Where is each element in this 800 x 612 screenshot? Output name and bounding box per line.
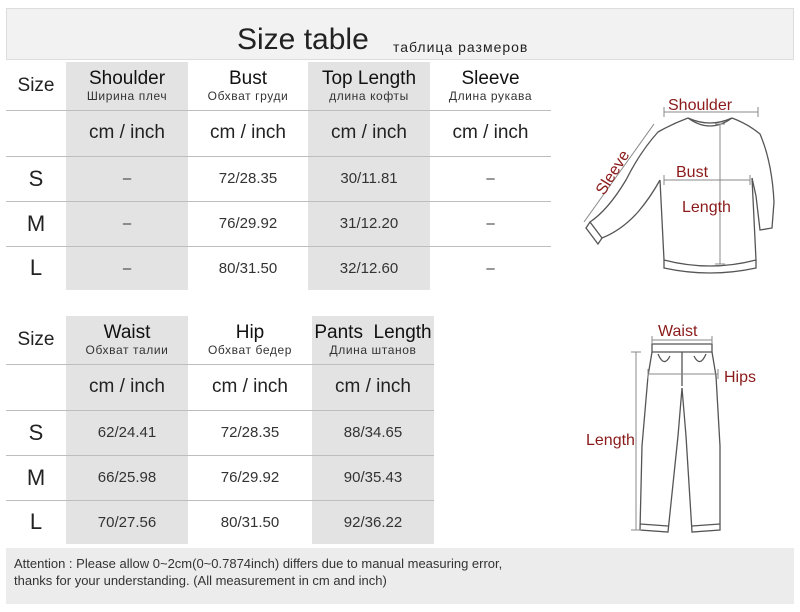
value-cell: 70/27.56 xyxy=(66,500,188,544)
value-cell: – xyxy=(66,246,188,290)
header-label-ru: Ширина плеч xyxy=(86,88,168,103)
value-cell: 32/12.60 xyxy=(308,246,430,290)
pants-diagram xyxy=(560,316,794,544)
table-row xyxy=(6,246,551,290)
pants-illustration xyxy=(560,316,794,544)
sweater-illustration xyxy=(560,62,794,290)
length-label: Length xyxy=(586,432,635,449)
top-garment-diagram xyxy=(560,62,794,290)
bottom-size-table xyxy=(6,316,434,544)
value-cell: 80/31.50 xyxy=(220,513,280,531)
table-row xyxy=(6,500,434,544)
header-label-ru: длина кофты xyxy=(329,88,409,103)
unit-cell: cm / inch xyxy=(66,110,188,156)
bust-label: Bust xyxy=(676,164,709,181)
unit-cell: cm / inch xyxy=(66,364,188,410)
value-cell: 88/34.65 xyxy=(312,410,434,455)
value-cell: – xyxy=(430,201,551,246)
value-cell: 62/24.41 xyxy=(66,410,188,455)
header-label: Top Length xyxy=(321,67,417,89)
header-label-ru: Обхват талии xyxy=(85,342,169,357)
value-cell: 72/28.35 xyxy=(188,410,312,455)
header-label-ru: Обхват бедер xyxy=(208,342,292,357)
header-pants-length xyxy=(312,316,434,364)
header-label-ru: Длина штанов xyxy=(329,342,417,357)
value-cell: – xyxy=(66,156,188,201)
header-hip xyxy=(188,316,312,364)
size-label: S xyxy=(6,410,66,455)
length-label: Length xyxy=(682,199,731,216)
attention-line-2: thanks for your understanding. (All measurement in cm and inch) xyxy=(14,573,387,588)
value-cell: 76/29.92 xyxy=(188,201,308,246)
shoulder-label: Shoulder xyxy=(668,97,733,114)
value-cell: 92/36.22 xyxy=(312,500,434,544)
size-header: Size xyxy=(6,62,66,110)
sleeve-label: Sleeve xyxy=(592,147,634,199)
size-label: M xyxy=(6,455,66,500)
header-label-ru: Обхват груди xyxy=(207,88,289,103)
header-label: Waist xyxy=(103,321,151,343)
size-label: L xyxy=(29,255,43,281)
value-cell: 80/31.50 xyxy=(218,259,278,277)
header-label: Shoulder xyxy=(88,67,166,89)
value-cell: 66/25.98 xyxy=(66,455,188,500)
units-row xyxy=(6,364,434,410)
size-header: Size xyxy=(6,316,66,364)
units-row xyxy=(6,110,551,156)
table-row xyxy=(6,455,434,500)
header-bust xyxy=(188,62,308,110)
unit-cell: cm / inch xyxy=(188,110,308,156)
header-top-length xyxy=(308,62,430,110)
table-row xyxy=(6,156,551,201)
value-cell: 76/29.92 xyxy=(188,455,312,500)
header-row xyxy=(6,316,434,364)
value-cell: 30/11.81 xyxy=(308,156,430,201)
title-bar xyxy=(6,8,794,60)
unit-cell: cm / inch xyxy=(312,364,434,410)
header-label-ru: Длина рукава xyxy=(448,88,533,103)
header-label: Pants Length xyxy=(314,321,432,343)
header-row xyxy=(6,62,551,110)
top-size-table xyxy=(6,62,551,290)
header-label: Hip xyxy=(235,321,265,343)
table-row xyxy=(6,201,551,246)
size-label: S xyxy=(6,156,66,201)
value-cell: – xyxy=(430,156,551,201)
value-cell: 72/28.35 xyxy=(188,156,308,201)
value-cell: 31/12.20 xyxy=(308,201,430,246)
hips-label: Hips xyxy=(724,369,757,386)
header-shoulder xyxy=(66,62,188,110)
value-cell: – xyxy=(486,259,495,277)
header-label: Sleeve xyxy=(461,67,520,89)
table-row xyxy=(6,410,434,455)
page-title-ru: таблица размеров xyxy=(393,39,529,55)
unit-cell: cm / inch xyxy=(430,110,551,156)
header-label: Bust xyxy=(228,67,268,89)
unit-cell: cm / inch xyxy=(188,364,312,410)
units-empty-cell xyxy=(6,364,66,410)
waist-label: Waist xyxy=(658,323,698,340)
page-title: Size table xyxy=(237,23,369,56)
header-sleeve xyxy=(430,62,551,110)
unit-cell: cm / inch xyxy=(308,110,430,156)
attention-note xyxy=(6,548,794,604)
units-empty-cell xyxy=(6,110,66,156)
value-cell: 90/35.43 xyxy=(312,455,434,500)
value-cell: – xyxy=(66,201,188,246)
attention-line-1: Attention : Please allow 0~2cm(0~0.7874inch) differs due to manual measuring error, xyxy=(14,556,503,571)
size-label: M xyxy=(6,201,66,246)
size-label: L xyxy=(29,509,43,535)
header-waist xyxy=(66,316,188,364)
